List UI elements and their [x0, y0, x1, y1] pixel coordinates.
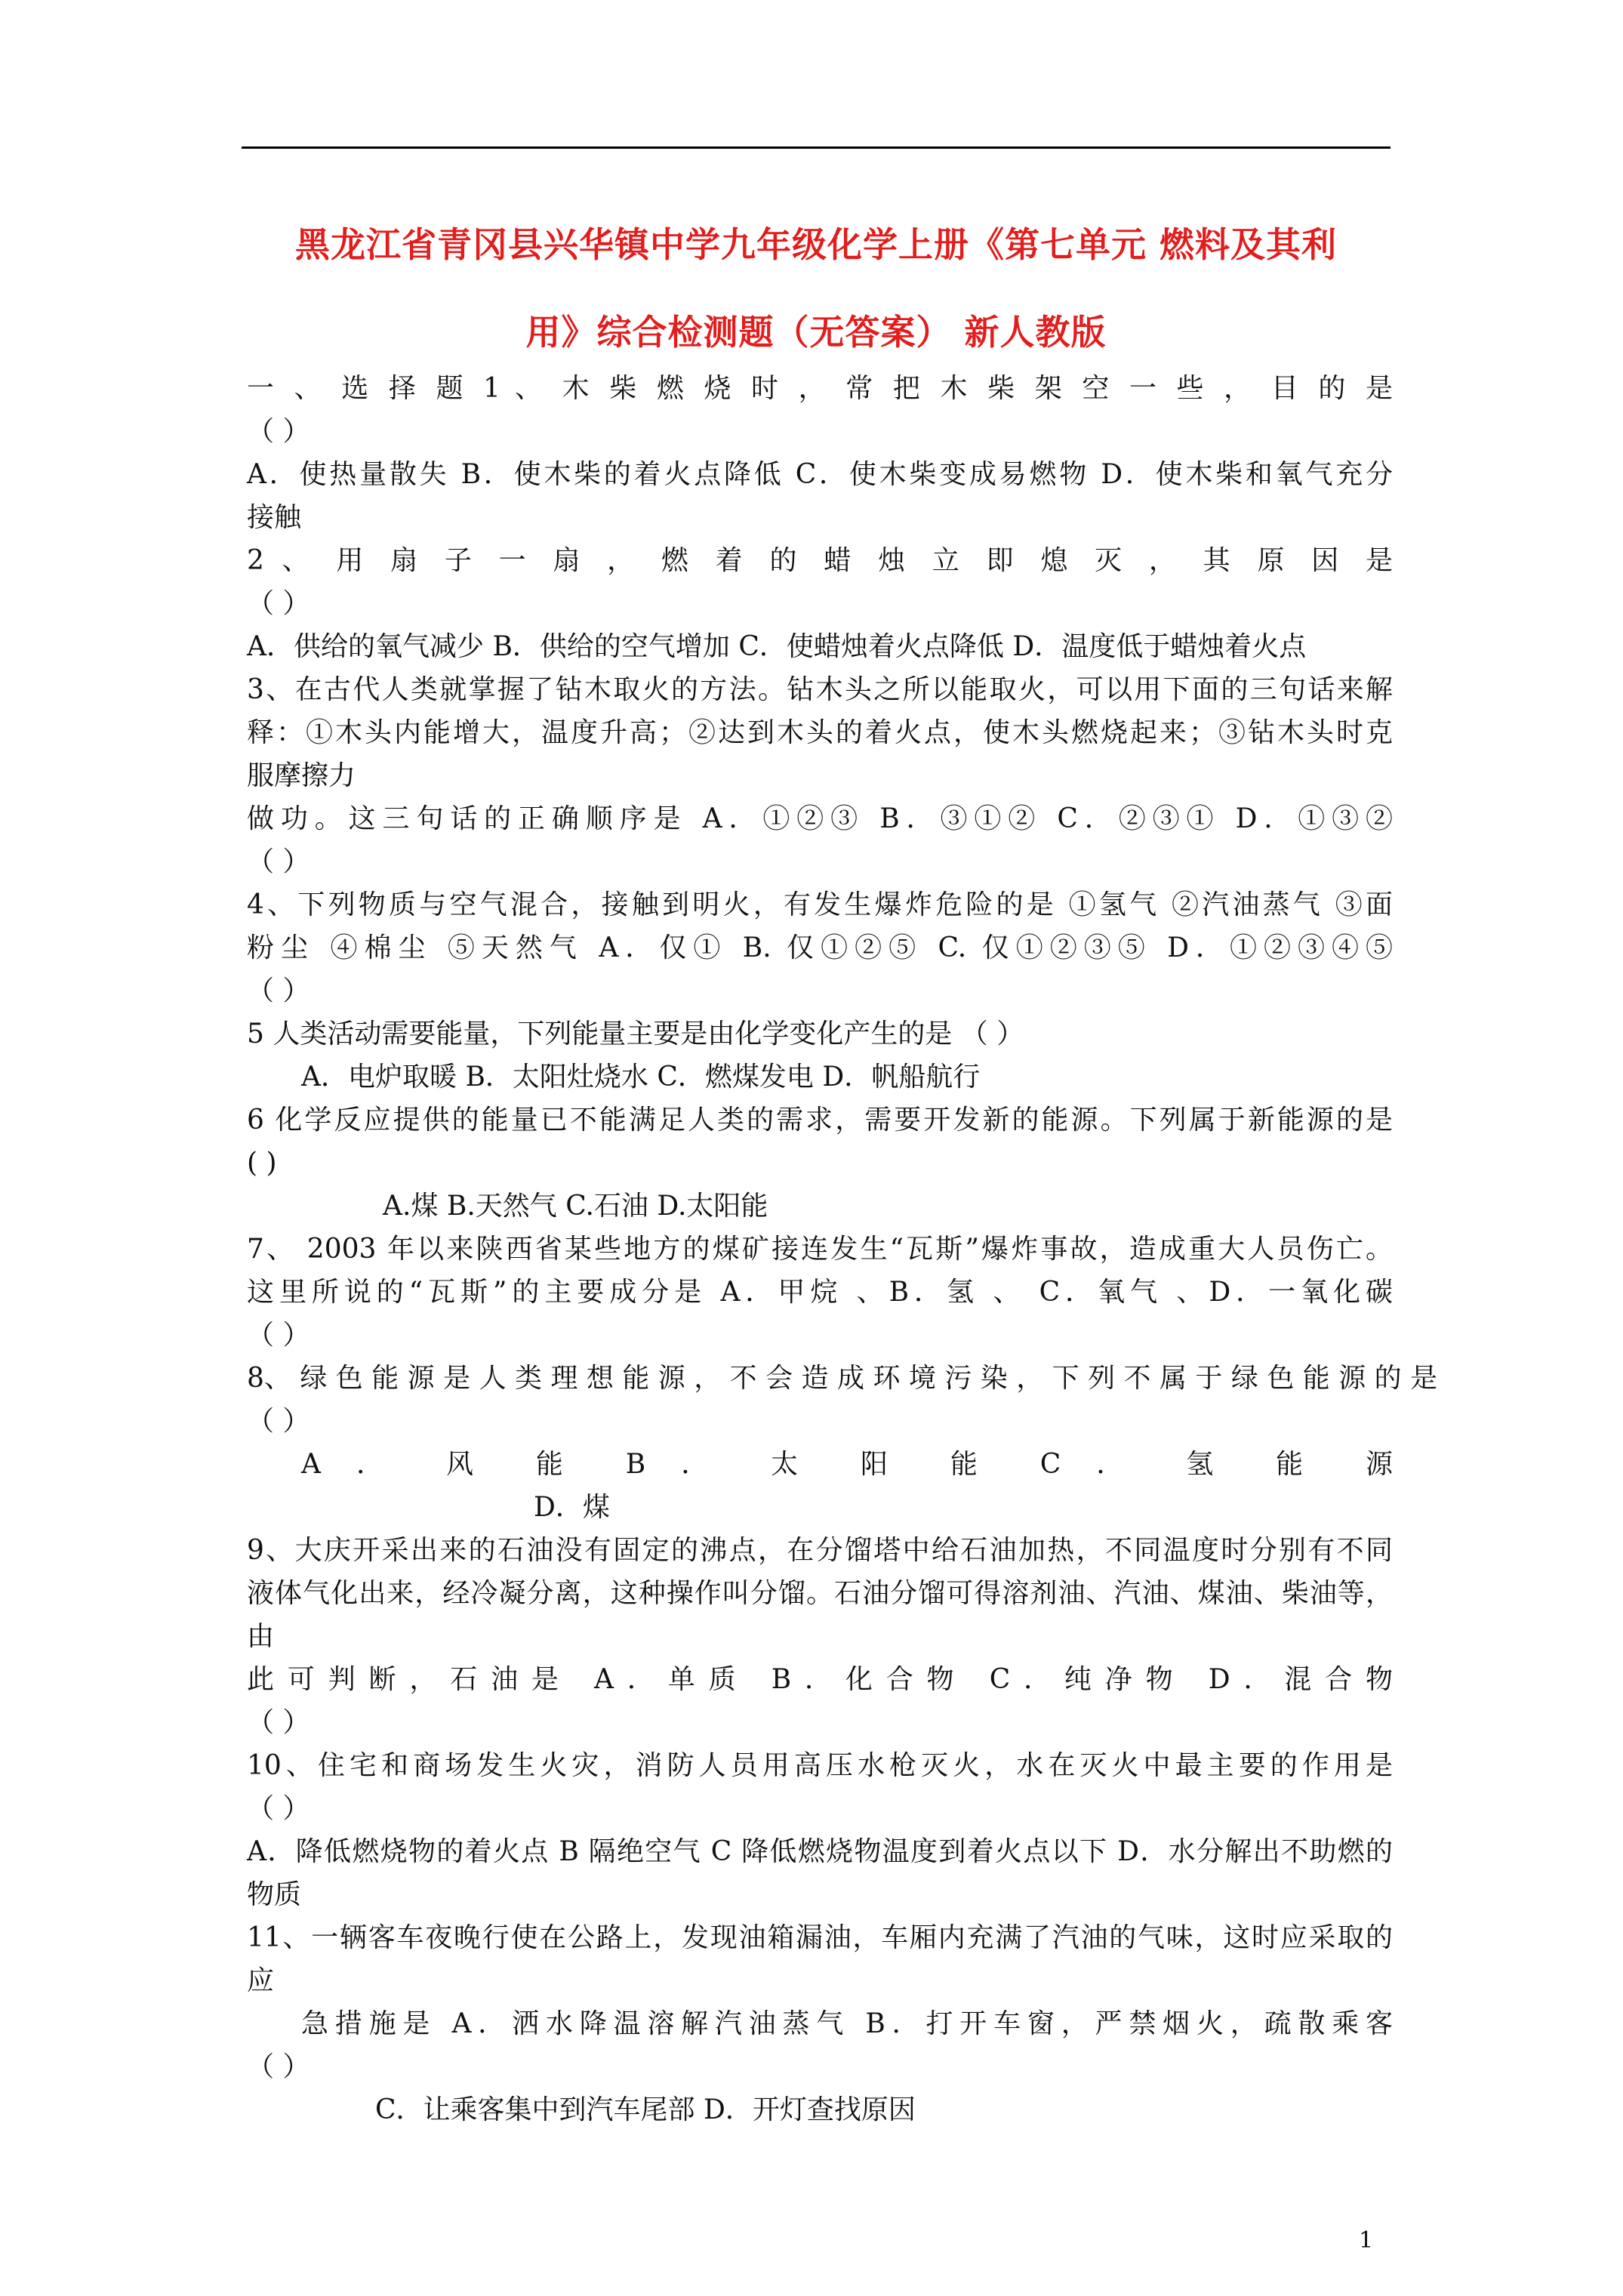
text-line: （ ）	[247, 416, 310, 447]
text-line: （ ）	[247, 975, 310, 1006]
text-line: 9、大庆开采出来的石油没有固定的沸点，在分馏塔中给石油加热，不同温度时分别有不同	[247, 1535, 1393, 1566]
text-line: 物质	[247, 1879, 302, 1910]
text-line: 接触	[247, 502, 302, 533]
text-line: 2 、 用 扇 子 一 扇 ， 燃 着 的 蜡 烛 立 即 熄 灭 ， 其 原 因 是	[247, 545, 1393, 576]
text-line: ( )	[247, 1148, 277, 1179]
header-rule	[242, 146, 1390, 149]
document-title-line-2: 用》综合检测题（无答案） 新人教版	[525, 312, 1107, 353]
text-line: D．煤	[534, 1492, 610, 1523]
text-line: 4、下列物质与空气混合，接触到明火，有发生爆炸危险的是 ①氢气 ②汽油蒸气 ③面	[247, 889, 1393, 920]
text-line: （ ）	[247, 1707, 310, 1738]
text-line: 3、在古代人类就掌握了钻木取火的方法。钻木头之所以能取火，可以用下面的三句话来解	[247, 674, 1393, 705]
text-line: 这里所说的“瓦斯”的主要成分是 A．甲烷 、B．氢 、 C．氧气 、D．一氧化碳	[247, 1277, 1393, 1308]
text-line: 8、 绿 色 能 源 是 人 类 理 想 能 源 ， 不 会 造 成 环 境 污 染 ， 下 列 不 属 于 绿 色 能 源 的 是	[247, 1363, 1438, 1394]
text-line: 液体气化出来，经冷凝分离，这种操作叫分馏。石油分馏可得溶剂油、汽油、煤油、柴油等，	[247, 1578, 1393, 1609]
text-line: A．降低燃烧物的着火点 B 隔绝空气 C 降低燃烧物温度到着火点以下 D．水分解出不助燃的	[247, 1836, 1393, 1867]
text-line: 6 化学反应提供的能量已不能满足人类的需求，需要开发新的能源。下列属于新能源的是	[247, 1105, 1393, 1136]
text-line: （ ）	[247, 1793, 310, 1824]
page-number: 1	[1359, 2227, 1374, 2254]
text-line: 急措施是 A．洒水降温溶解汽油蒸气 B．打开车窗，严禁烟火，疏散乘客	[301, 2008, 1393, 2039]
text-line: 做功。这三句话的正确顺序是 A．①②③ B．③①② C．②③① D．①③②	[247, 803, 1393, 834]
question-body	[247, 367, 1438, 2131]
text-line: A．使热量散失 B．使木柴的着火点降低 C．使木柴变成易燃物 D．使木柴和氧气充分	[247, 459, 1393, 490]
text-line: 此可判断，石油是 A．单质 B．化合物 C．纯净物 D．混合物	[247, 1664, 1393, 1695]
text-line: A.煤 B.天然气 C.石油 D.太阳能	[383, 1191, 768, 1222]
text-line: 11、一辆客车夜晚行使在公路上，发现油箱漏油，车厢内充满了汽油的气味，这时应采取的	[247, 1922, 1393, 1953]
text-line: 一 、 选 择 题 1 、 木 柴 燃 烧 时 ， 常 把 木 柴 架 空 一 些 ， 目 的 是	[247, 373, 1393, 404]
document-title-line-1: 黑龙江省青冈县兴华镇中学九年级化学上册《第七单元 燃料及其利	[294, 224, 1337, 265]
text-line: C．让乘客集中到汽车尾部 D．开灯查找原因	[375, 2094, 916, 2125]
text-line: 服摩擦力	[247, 760, 356, 791]
text-line: A．供给的氧气减少 B．供给的空气增加 C．使蜡烛着火点降低 D．温度低于蜡烛着火点	[247, 631, 1307, 662]
text-line: （ ）	[247, 2051, 310, 2082]
text-line: A ． 风 能 B ． 太 阳 能 C ． 氢 能 源	[301, 1449, 1393, 1480]
text-line: （ ）	[247, 588, 310, 619]
text-line: （ ）	[247, 1320, 310, 1351]
text-line: 7、 2003 年以来陕西省某些地方的煤矿接连发生“瓦斯”爆炸事故，造成重大人员伤亡。	[247, 1234, 1393, 1265]
text-line: A．电炉取暖 B．太阳灶烧水 C．燃煤发电 D．帆船航行	[301, 1062, 981, 1093]
text-line: （ ）	[247, 846, 310, 877]
text-line: 5 人类活动需要能量，下列能量主要是由化学变化产生的是 （ ）	[247, 1019, 1024, 1049]
text-line: 粉尘 ④棉尘 ⑤天然气 A．仅① B. 仅①②⑤ C. 仅①②③⑤ D．①②③④⑤	[247, 932, 1393, 963]
text-line: 10、住宅和商场发生火灾，消防人员用高压水枪灭火，水在灭火中最主要的作用是	[247, 1750, 1393, 1781]
text-line: 由	[247, 1621, 275, 1652]
text-line: （ ）	[247, 1406, 310, 1437]
text-line: 应	[247, 1965, 275, 1996]
text-line: 释：①木头内能增大，温度升高；②达到木头的着火点，使木头燃烧起来；③钻木头时克	[247, 717, 1393, 748]
